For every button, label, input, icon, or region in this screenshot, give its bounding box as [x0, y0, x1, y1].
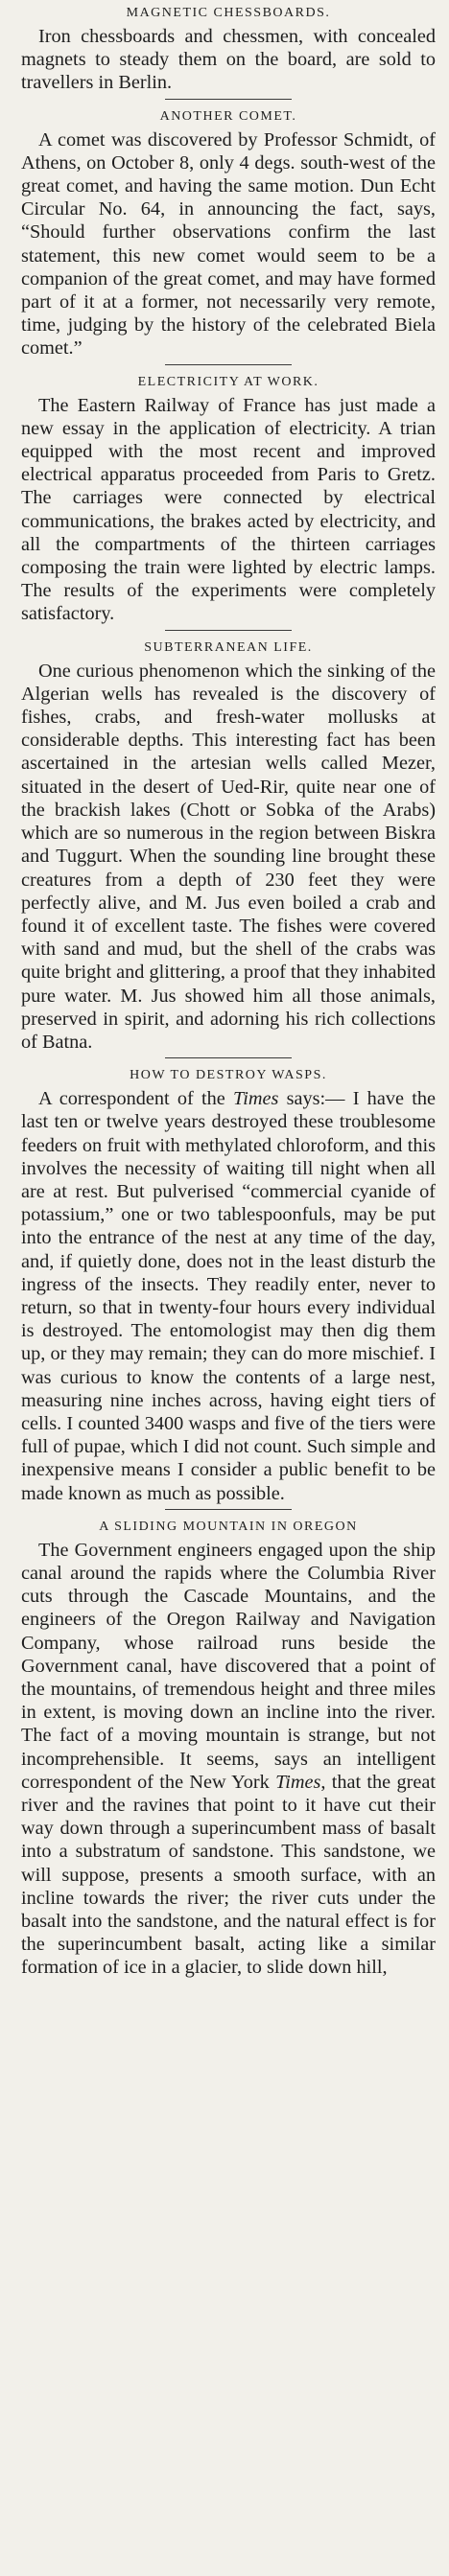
article-subterranean-life	[21, 635, 436, 1054]
divider	[165, 630, 292, 631]
article-sliding-mountain	[21, 1514, 436, 1980]
article-heading: SUBTERRANEAN LIFE.	[144, 639, 313, 655]
article-heading: MAGNETIC CHESSBOARDS.	[126, 6, 331, 20]
divider	[165, 1509, 292, 1510]
divider	[165, 1057, 292, 1058]
body-text: , that the great river and the ravines that point to it have cut their way down through a superincumbent mass of basalt into a substratum of sandstone. This sandstone, we will suppose, presents a smooth surface, with an incline towards the river; the river cuts under the basalt into the sandstone, and the natural effect is for the superincumbent basalt, acting like a similar formation of ice in a glacier, to slide down hill,	[21, 1771, 436, 1979]
article-heading: ANOTHER COMET.	[159, 108, 297, 124]
body-text: A correspondent of the	[38, 1088, 234, 1110]
article-body	[21, 1539, 436, 1980]
article-magnetic-chessboards	[21, 0, 436, 95]
divider	[165, 364, 292, 365]
article-heading: ELECTRICITY AT WORK.	[137, 374, 319, 389]
article-electricity-at-work	[21, 369, 436, 626]
body-text: The Government engineers engaged upon the ship canal around the rapids where the Columbia River cuts through the Cascade Mountains, and the engineers of the Oregon Railway and Navigation Company, whose railroad runs beside the Government canal, have discovered that a point of the mountains, of tremendous height and three miles in extent, is moving down an incline into the river. The fact of a moving mountain is strange, but not incomprehensible. It seems, says an intelligent correspondent of the New York	[21, 1539, 436, 1793]
newspaper-title: Times	[233, 1088, 279, 1110]
article-heading: A SLIDING MOUNTAIN IN OREGON	[99, 1519, 358, 1534]
newspaper-title: Times	[275, 1771, 321, 1793]
divider	[165, 99, 292, 100]
article-body: Iron chessboards and chessmen, with concealed magnets to steady them on the board, are sold to travellers in Berlin.	[21, 26, 436, 94]
body-text: says:— I have the last ten or twelve years destroyed these troublesome feeders on fruit with methylated chloroform, and this involves the necessity of waiting till night when all are at rest. But pulverised “commercial cyanide of potassium,” one or two tablespoonfuls, may be put into the entrance of the nest at any time of the day, and, if quietly done, does not in the least disturb the ingress of the insects. They readily enter, never to return, so that in twenty-four hours every individual is destroyed. The entomologist may then dig them up, or they may remain; they can do more mischief. I was curious to know the contents of a large nest, measuring nine inches across, having eight tiers of cells. I counted 3400 wasps and five of the tiers were full of pupae, which I did not count. Such simple and inexpensive means I consider a public benefit to be made known as much as possible.	[21, 1088, 436, 1504]
article-destroy-wasps	[21, 1062, 436, 1505]
article-body: A comet was discovered by Professor Schmidt, of Athens, on October 8, only 4 degs. south-west of the great comet, and having the same motion. Dun Echt Circular No. 64, in announcing the fact, says, “Should further observations confirm the last statement, this new comet would seem to be a companion of the great comet, and may have formed part of it at a former, not necessarily very remote, time, judging by the history of the celebrated Biela comet.”	[21, 128, 436, 360]
article-body: One curious phenomenon which the sinking of the Algerian wells has revealed is the discovery of fishes, crabs, and fresh-water mollusks at considerable depths. This interesting fact has been ascertained in the artesian wells called Mezer, situated in the desert of Ued-Rir, quite near one of the brackish lakes (Chott or Sobka of the Arabs) which are so numerous in the region between Biskra and Tuggurt. When the sounding line brought these creatures from a depth of 230 feet they were perfectly alive, and M. Jus even boiled a crab and found it of excellent taste. The fishes were covered with sand and mud, but the shell of the crabs was quite bright and glittering, a proof that they inhabited pure water. M. Jus showed him all those animals, preserved in spirit, and adorning his rich collections of Batna.	[21, 660, 436, 1053]
article-another-comet	[21, 104, 436, 360]
article-body	[21, 1087, 436, 1505]
article-body: The Eastern Railway of France has just made a new essay in the application of electricity. A trian equipped with the most recent and improved electrical apparatus proceeded from Paris to Gretz. The carriages were connected by electrical communications, the brakes acted by electricity, and all the compartments of the thirteen carriages composing the train were lighted by electric lamps. The results of the experiments were completely satisfactory.	[21, 394, 436, 625]
article-heading: HOW TO DESTROY WASPS.	[130, 1068, 327, 1083]
